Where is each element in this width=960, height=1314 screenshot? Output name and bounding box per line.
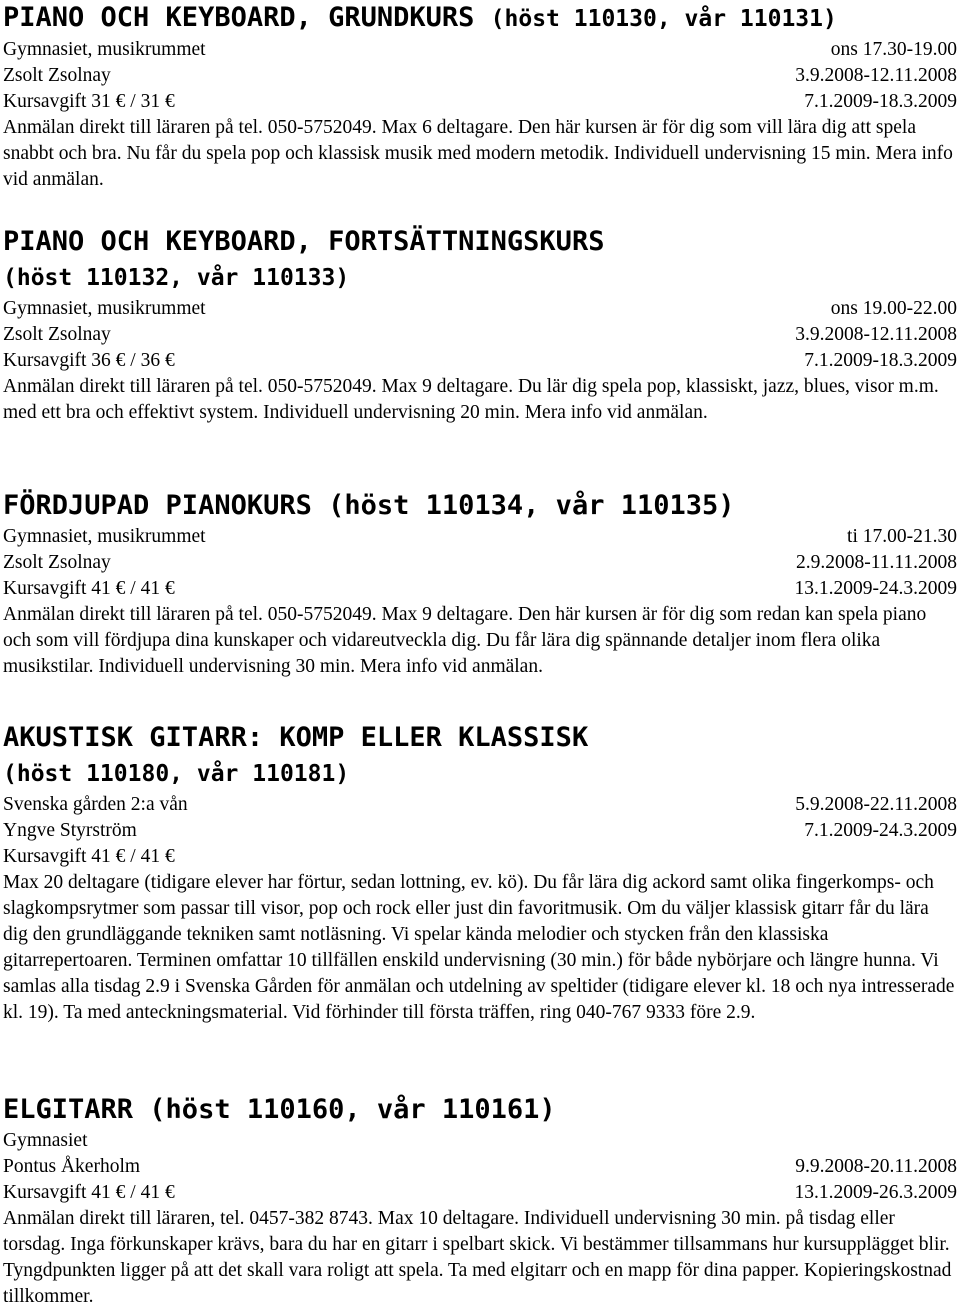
course-place: Gymnasiet, musikrummet [3, 39, 206, 60]
course-place: Gymnasiet [3, 1130, 88, 1151]
course-teacher: Zsolt Zsolnay [3, 65, 111, 86]
course-period-spring: 7.1.2009-18.3.2009 [804, 91, 957, 112]
course-period-spring: 13.1.2009-24.3.2009 [794, 578, 957, 599]
course-description: Anmälan direkt till läraren på tel. 050-5752049. Max 6 deltagare. Den här kursen är för dig som vill lära dig att spela snabbt och bra. Nu får du spela pop och klassisk musik med modern metodik. Individuell undervisning 15 min. Mera info vid anmälan. [3, 117, 953, 190]
info-row [3, 524, 957, 550]
course-period-spring: 7.1.2009-18.3.2009 [804, 350, 957, 371]
course-description: Anmälan direkt till läraren på tel. 050-5752049. Max 9 deltagare. Den här kursen är för dig som redan kan spela piano och som vill fördjupa dina kunskaper och vidareutveckla dig. Du får lära dig spännande detaljer inom flera olika musikstilar. Individuell undervisning 30 min. Mera info vid anmälan. [3, 604, 927, 677]
course-fee: Kursavgift 41 € / 41 € [3, 1182, 175, 1203]
course-place: Gymnasiet, musikrummet [3, 298, 206, 319]
course-akustisk-gitarr [3, 720, 957, 1026]
course-elgitarr [3, 1092, 957, 1310]
course-period-autumn: 3.9.2008-12.11.2008 [795, 324, 957, 345]
course-time: ons 19.00-22.00 [830, 298, 957, 319]
info-row [3, 844, 957, 870]
course-piano-fortsattning [3, 224, 957, 426]
course-title: AKUSTISK GITARR: KOMP ELLER KLASSISK [3, 722, 589, 753]
info-row [3, 550, 957, 576]
info-row [3, 576, 957, 602]
info-row [3, 296, 957, 322]
info-row [3, 348, 957, 374]
course-piano-grundkurs [3, 0, 957, 193]
course-teacher: Zsolt Zsolnay [3, 324, 111, 345]
course-title: ELGITARR (höst 110160, vår 110161) [3, 1094, 556, 1125]
course-title: PIANO OCH KEYBOARD, FORTSÄTTNINGSKURS [3, 226, 605, 257]
course-title: FÖRDJUPAD PIANOKURS (höst 110134, vår 110135) [3, 490, 735, 521]
course-place: Svenska gården 2:a vån [3, 794, 188, 815]
course-title-main: PIANO OCH KEYBOARD, GRUNDKURS [3, 2, 475, 33]
course-fee: Kursavgift 31 € / 31 € [3, 91, 175, 112]
course-title-codes: (höst 110130, vår 110131) [490, 6, 837, 32]
course-description: Anmälan direkt till läraren på tel. 050-5752049. Max 9 deltagare. Du lär dig spela pop, klassiskt, jazz, blues, visor m.m. med ett bra och effektivt system. Individuell undervisning 20 min. Mera info vid anmälan. [3, 376, 939, 423]
course-fee: Kursavgift 36 € / 36 € [3, 350, 175, 371]
info-row [3, 1154, 957, 1180]
course-period-spring: 13.1.2009-26.3.2009 [794, 1182, 957, 1203]
course-period-autumn: 9.9.2008-20.11.2008 [795, 1156, 957, 1177]
info-row [3, 37, 957, 63]
course-title-codes: (höst 110180, vår 110181) [3, 761, 350, 787]
course-title-codes: (höst 110132, vår 110133) [3, 265, 350, 291]
info-row [3, 63, 957, 89]
info-row [3, 1128, 957, 1154]
course-teacher: Zsolt Zsolnay [3, 552, 111, 573]
course-teacher: Yngve Styrström [3, 820, 137, 841]
course-fee: Kursavgift 41 € / 41 € [3, 846, 175, 867]
course-description: Max 20 deltagare (tidigare elever har förtur, sedan lottning, ev. kö). Du får lära dig ackord samt olika fingerkomps- och slagkompsrytmer som passar till visor, pop och rock eller just din favoritmusik. Om du väljer klassisk gitarr får du lära dig den grundläggande tekniken samt notläsning. Vi spelar kända melodier och stycken från den klassiska gitarrepertoaren. Terminen omfattar 10 tillfällen enskild undervisning (30 min.) för både nybörjare och längre hunna. Vi samlas alla tisdag 2.9 i Svenska Gården för anmälan och utdelning av speltider (tidigare elever kl. 18 och nya intresserade kl. 19). Ta med anteckningsmaterial. Vid förhinder till första träffen, ring 040-767 9333 före 2.9. [3, 872, 955, 1023]
info-row [3, 1180, 957, 1206]
course-period-autumn: 2.9.2008-11.11.2008 [795, 552, 957, 573]
course-title [3, 0, 957, 37]
info-row [3, 322, 957, 348]
info-row [3, 792, 957, 818]
course-description: Anmälan direkt till läraren, tel. 0457-382 8743. Max 10 deltagare. Individuell undervisning 30 min. på tisdag eller torsdag. Inga förkunskaper krävs, bara du har en gitarr i spelbart skick. Vi bestämmer tillsammans hur kursupplägget blir. Tyngdpunkten ligger på att det skall vara roligt att spela. Ta med elgitarr och en mapp för dina papper. Kopieringskostnad tillkommer. [3, 1208, 952, 1307]
course-period-spring: 7.1.2009-24.3.2009 [804, 820, 957, 841]
course-fee: Kursavgift 41 € / 41 € [3, 578, 175, 599]
course-period-autumn: 3.9.2008-12.11.2008 [795, 65, 957, 86]
course-time: ons 17.30-19.00 [830, 39, 957, 60]
course-time: ti 17.00-21.30 [847, 526, 957, 547]
course-period-autumn: 5.9.2008-22.11.2008 [795, 794, 957, 815]
course-fordjupad-piano [3, 488, 957, 680]
info-row [3, 818, 957, 844]
info-row [3, 89, 957, 115]
course-place: Gymnasiet, musikrummet [3, 526, 206, 547]
course-teacher: Pontus Åkerholm [3, 1156, 141, 1177]
